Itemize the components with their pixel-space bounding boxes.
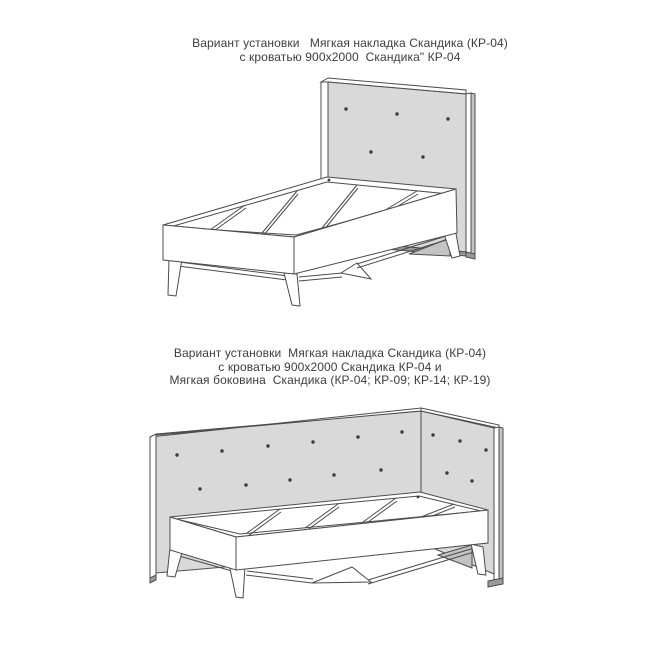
caption-2-line-3: Мягкая боковина Скандика (КР-04; КР-09; КР-14; КР-19) — [169, 373, 491, 387]
caption-variant-2 — [130, 347, 530, 388]
caption-1-line-2: с кроватью 900х2000 Скандика" КР-04 — [239, 49, 461, 64]
right-panel-right-edge — [494, 427, 499, 584]
bed-center-support — [312, 567, 371, 583]
back-panel-left-edge — [150, 434, 156, 580]
bed-illustration-corner-variant — [145, 403, 510, 643]
bed-leg-front-left — [168, 258, 182, 296]
caption-variant-1 — [150, 37, 550, 64]
right-panel-bottom-wedge — [488, 578, 503, 587]
headboard-right-outer-edge — [471, 93, 475, 256]
right-panel-outer-edge — [499, 427, 503, 582]
headboard-left-edge — [321, 82, 328, 181]
caption-1-line-1: Вариант установки Мягкая накладка Скандика (КР-04) — [192, 36, 508, 50]
caption-2-line-2: с кроватью 900х2000 Скандика КР-04 и — [218, 359, 442, 374]
platform-screw-dot — [328, 179, 331, 182]
platform-screw-dot — [417, 496, 420, 499]
bed-illustration-headboard-variant — [140, 75, 490, 320]
caption-2-line-1: Вариант установки Мягкая накладка Скандика (КР-04) — [173, 346, 487, 360]
headboard-right-edge — [466, 93, 471, 254]
bed-leg-front-middle — [284, 273, 300, 306]
bed-platform — [163, 177, 457, 274]
